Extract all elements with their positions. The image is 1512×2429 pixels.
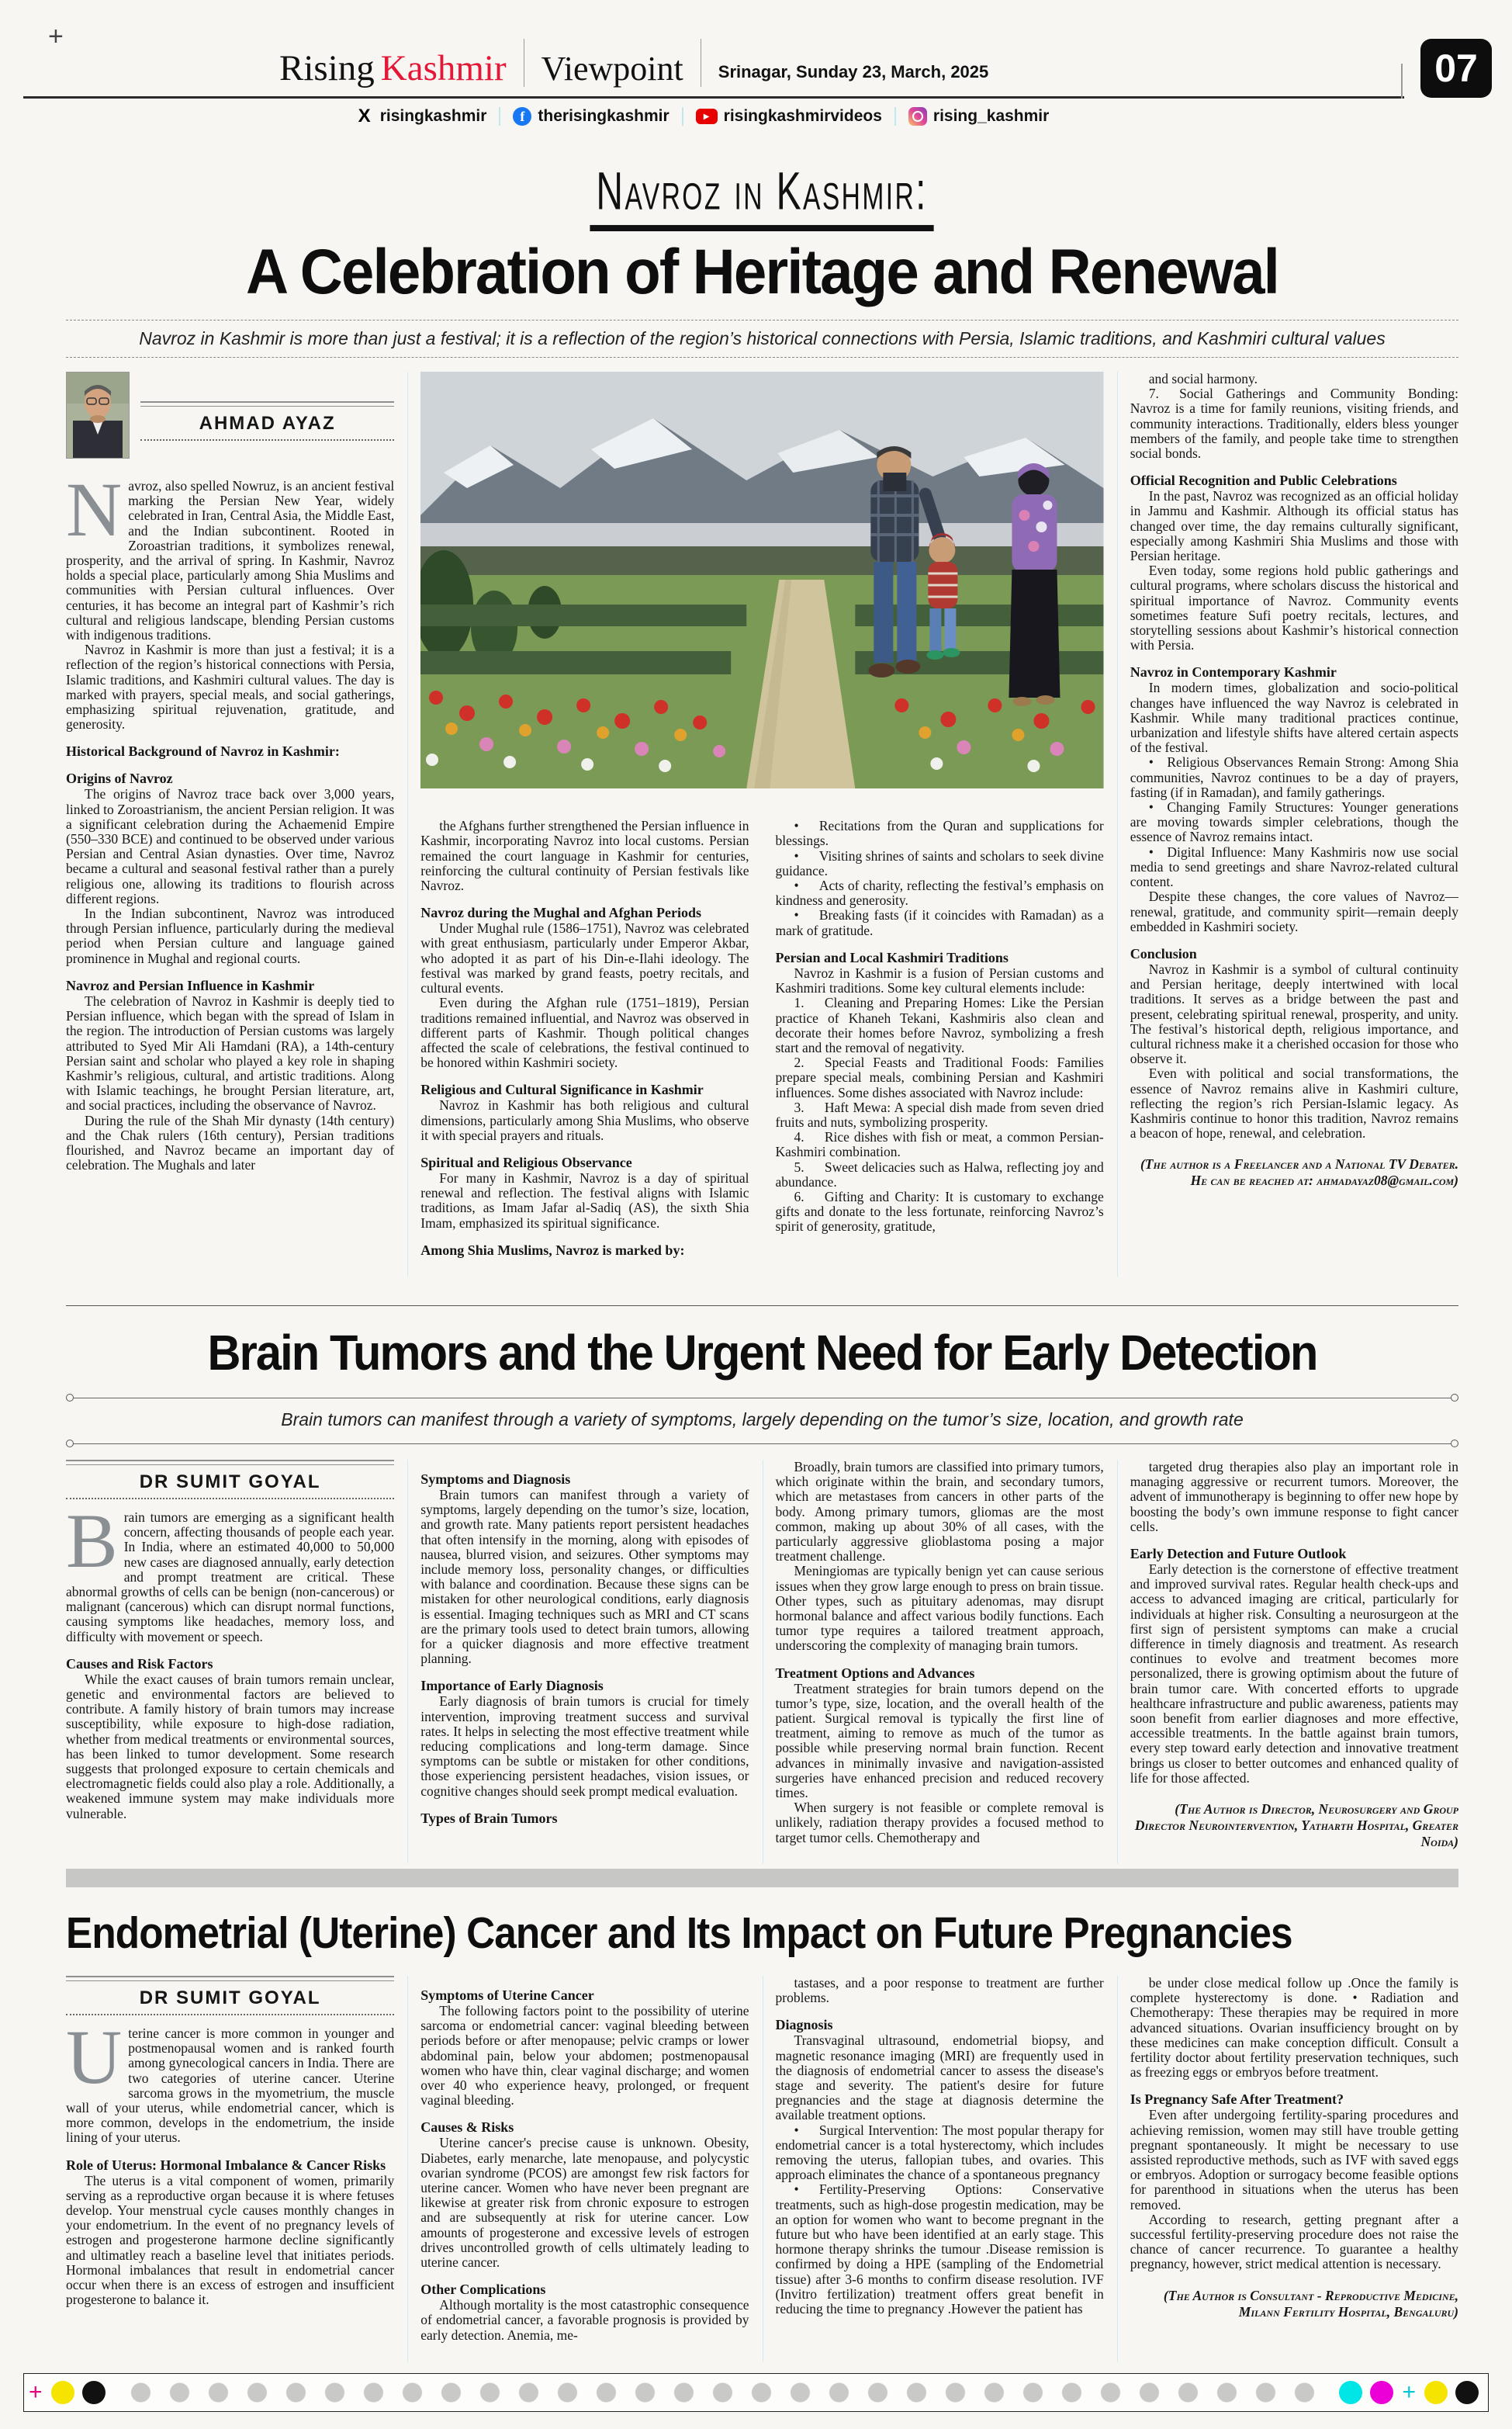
pagebox-divider — [1401, 64, 1403, 99]
social-facebook-handle: therisingkashmir — [538, 107, 670, 125]
body-paragraph: • Religious Observances Remain Strong: Among Shia communities, Navroz continues to be a day of prayers, fasting (if in Ramadan), and family gatherings. — [1130, 754, 1458, 800]
body-paragraph: 5. Sweet delicacies such as Halwa, reflecting joy and abundance. — [775, 1159, 1104, 1190]
garden-photo — [420, 372, 1104, 788]
section-heading: Role of Uterus: Hormonal Imbalance & Cancer Risks — [66, 2157, 386, 2173]
body-paragraph: Navroz in Kashmir has both religious and cultural dimensions, particularly among Shia Muslims, who observe it with special prayers and rituals. — [420, 1097, 749, 1143]
article-divider-rule — [66, 1305, 1458, 1306]
x-icon: X — [358, 106, 371, 126]
body-paragraph: 7. Social Gatherings and Community Bonding: Navroz is a time for family reunions, visiting friends, and community interactions. Traditionally, elders bless younger members of the family, and people take time to strengthen social bonds. — [1130, 386, 1458, 462]
body-paragraph: Even during the Afghan rule (1751–1819), Persian traditions remained influential, and Navroz was observed in different parts of Kashmir. Though political changes affected the scale of celebrations, the festival continued to be honored within Kashmiri society. — [420, 995, 749, 1071]
brand-word-kashmir: Kashmir — [380, 48, 507, 88]
facebook-icon: f — [513, 107, 531, 126]
article1-headline: A Celebration of Heritage and Renewal — [246, 237, 1278, 307]
body-paragraph: According to research, getting pregnant after a successful fertility-preserving procedure does not raise the chance of cancer recurrence. To guarantee a healthy pregnancy, however, strict medical attention is necessary. — [1130, 2211, 1458, 2272]
body-paragraph: Early diagnosis of brain tumors is crucial for timely intervention, improving treatment success and survival rates. It helps in selecting the most effective treatment while reducing complications and long-term damage. Since symptoms can be subtle or mistaken for other conditions, those experiencing persistent headaches, vision issues, or cognitive changes should seek prompt medical evaluation. — [420, 1693, 749, 1799]
section-heading: Symptoms of Uterine Cancer — [420, 1987, 594, 2003]
section-heading: Types of Brain Tumors — [420, 1810, 558, 1826]
gray-registration-dots — [120, 2379, 1325, 2406]
article-endometrial-cancer — [66, 1903, 1458, 2362]
section-title: Viewpoint — [541, 49, 683, 88]
article1-column-2 — [420, 819, 749, 1277]
body-paragraph: Even after undergoing fertility-sparing procedures and achieving remission, women may still have trouble getting pregnant spontaneously. It might be necessary to use assisted reproductive methods, such as IVF with saved eggs or embryos. Adoption or surrogacy become feasible options for parenthood in situations when the uterus has been removed. — [1130, 2107, 1458, 2212]
author-rule-top — [140, 401, 394, 407]
section-heading: Importance of Early Diagnosis — [420, 1678, 604, 1694]
author-rule-bottom — [140, 439, 394, 441]
section-heading: Causes & Risks — [420, 2119, 514, 2136]
section-heading: Conclusion — [1130, 945, 1197, 962]
dateline: Srinagar, Sunday 23, March, 2025 — [718, 62, 989, 81]
brand-word-rising: Rising — [279, 48, 375, 88]
body-paragraph: During the rule of the Shah Mir dynasty (14th century) and the Chak rulers (16th century), Persian traditions flourished, and Navroz became an important day of celebration. The Mughals and later — [66, 1112, 395, 1173]
section-heading: Navroz and Persian Influence in Kashmir — [66, 977, 315, 993]
drop-cap: U — [66, 2014, 123, 2100]
body-paragraph: 2. Special Feasts and Traditional Foods: Families prepare special meals, combining Persian and Kashmiri influences. Some dishes associated with Navroz include: — [775, 1055, 1104, 1100]
body-paragraph: Early detection is the cornerstone of effective treatment and improved survival rates. Regular health check-ups and access to advanced imaging are critical, particularly for individuals at higher risk. Consulting a neurosurgeon at the first sign of persistent symptoms can make a crucial difference in timely diagnosis and treatment. As research continues to evolve and treatment becomes more personalized, there is growing optimism about the future of brain tumor care. With concerted efforts to upgrade healthcare infrastructure and public awareness, patients may soon benefit from earlier diagnoses and more effective, accessible treatments. In the battle against brain tumors, every step toward early detection and innovative treatment brings us closer to better outcomes and enhanced quality of life for those affected. — [1130, 1561, 1458, 1786]
social-youtube[interactable] — [682, 107, 894, 126]
body-paragraph: For many in Kashmir, Navroz is a day of spiritual renewal and reflection. The festival aligns with Islamic traditions, as Imam Jafar al-Sadiq (AS), the sixth Shia Imam, emphasized its spiritual significance. — [420, 1169, 749, 1231]
section-heading: Treatment Options and Advances — [775, 1665, 975, 1681]
article1-column-3 — [776, 819, 1104, 1277]
body-paragraph: Treatment strategies for brain tumors depend on the tumor’s type, size, location, and the overall health of the patient. Surgical removal is typically the first line of treatment, aiming to remove as much of the tumor as possible while preserving normal brain function. Recent advances in minimally invasive and navigation-assisted surgeries have enhanced precision and reduced recovery times. — [775, 1680, 1104, 1801]
column-separator — [1117, 1460, 1118, 1863]
section-heading: Historical Background of Navroz in Kashmir: — [66, 743, 340, 760]
lead-paragraph: Uterine cancer is more common in younger and postmenopausal women and is ranked fourth among gynecological cancers in India. There are two categories of uterine cancer. Uterine sarcoma grows in the myometrium, the muscle wall of your uterus, while endometrial cancer, which is more common, develops in the endometrium, the inside lining of your uterus. — [66, 2014, 395, 2146]
body-paragraph: In modern times, globalization and socio-political changes have influenced the way Navroz is celebrated in Kashmir. While many traditional practices continue, urbanization and lifestyle shifts have altered certain aspects of the festival. — [1130, 680, 1458, 756]
article1-kicker: Navroz in Kashmir: — [590, 160, 934, 231]
body-paragraph: Brain tumors can manifest through a variety of symptoms, largely depending on the tumor’s size, location, and growth rate. Many patients report persistent headaches that often intensify in the morning, along with episodes of nausea, blurred vision, and seizures. Other symptoms may include memory loss, personality changes, or difficulties with balance and coordination. Because these signs can be mistaken for other neurological conditions, early diagnosis is essential. Imaging techniques such as MRI and CT scans are the primary tools used to detect brain tumors, allowing for a quicker diagnosis and more effective treatment planning. — [420, 1487, 749, 1667]
social-facebook[interactable] — [499, 107, 681, 126]
masthead-rule — [23, 96, 1404, 99]
author-card — [66, 1460, 394, 1499]
lead-paragraph: Navroz, also spelled Nowruz, is an ancient festival marking the Persian New Year, widely celebrated in Iran, Central Asia, the Middle East, and the Indian subcontinent. Rooted in Zoroastrian traditions, it symbolizes renewal, prosperity, and the arrival of spring. In Kashmir, Navroz holds a special place, particularly among Shia Muslims and communities with Persian cultural influences. Over centuries, it has become an integral part of Kashmir’s rich cultural and religious landscape, blending Persian customs with indigenous traditions. — [66, 466, 395, 643]
social-youtube-handle: risingkashmirvideos — [723, 107, 882, 125]
article2-column-3 — [776, 1460, 1104, 1863]
author-rule-top — [66, 1460, 394, 1465]
body-paragraph: targeted drug therapies also play an important role in managing aggressive or recurrent tumors. Moreover, the advent of immunotherapy is beginning to offer new hope by boosting the body’s own immune response to fight cancer cells. — [1130, 1460, 1458, 1534]
body-paragraph: • Acts of charity, reflecting the festival’s emphasis on kindness and generosity. — [775, 878, 1104, 909]
article1-author: AHMAD AYAZ — [199, 413, 336, 434]
body-paragraph: Navroz in Kashmir is more than just a festival; it is a reflection of the region’s historical connections with Persia, Islamic traditions, and Kashmiri cultural values. The day is marked with prayers, special meals, and social gatherings, emphasizing spiritual rejuvenation, gratitude, and generosity. — [66, 642, 395, 733]
body-paragraph: and social harmony. — [1148, 372, 1258, 386]
drop-cap: B — [66, 1498, 118, 1584]
section-heading: Origins of Navroz — [66, 771, 173, 787]
magenta-registration-dot — [1370, 2381, 1393, 2404]
deck-rule — [66, 357, 1458, 358]
black-registration-dot — [82, 2381, 106, 2404]
author-credit: (The Author is Director, Neurosurgery and Group Director Neurointervention, Yatharth Hospital, Greater Noida) — [1134, 1801, 1458, 1850]
print-registration-bar — [23, 2373, 1489, 2412]
deck-rule — [66, 1440, 1458, 1447]
author-portrait — [67, 372, 129, 458]
author-card — [66, 1976, 394, 2015]
body-paragraph: Although mortality is the most catastrophic consequence of endometrial cancer, a favorable prognosis is provided by early detection. Anemia, me- — [420, 2297, 749, 2343]
article3-column-1 — [66, 1976, 394, 2362]
body-paragraph: Despite these changes, the core values of Navroz—renewal, gratitude, and community spirit—remain deeply embedded in Kashmiri society. — [1130, 889, 1458, 934]
column-separator — [407, 1976, 408, 2362]
author-photo — [66, 372, 130, 459]
section-heading: Diagnosis — [775, 2017, 833, 2033]
body-paragraph: • Fertility-Preserving Options: Conservative treatments, such as high-dose progestin medication, may be an option for women who want to become pregnant in the future but who have been identified at an early stage. This hormone therapy shrinks the tumour .Disease remission is confirmed by doing a HPE (sampling of the Endometrial tissue) after 3-6 months to confirm disease resolution. IVF (Invitro fertilization) treatment offers great benefit in reducing the time to pregnancy .However the patient has — [775, 2181, 1104, 2317]
body-paragraph: While the exact causes of brain tumors remain unclear, genetic and environmental factors are believed to contribute. A family history of brain tumors may increase susceptibility, while exposure to high-dose radiation, whether from medical treatments or environmental sources, has been linked to tumor development. Some research suggests that prolonged exposure to certain chemicals and electromagnetic fields could also play a role. Additionally, a weakened immune system may make individuals more vulnerable. — [66, 1671, 395, 1821]
body-paragraph: Meningiomas are typically benign yet can cause serious issues when they grow large enough to press on brain tissue. Other types, such as pituitary adenomas, may disrupt hormonal balance and affect various bodily functions. Each tumor type requires a tailored treatment approach, underscoring the complexity of managing brain tumors. — [775, 1563, 1104, 1654]
article-navroz — [66, 161, 1458, 1277]
article2-columns — [66, 1460, 1458, 1863]
body-paragraph: The uterus is a vital component of women, primarily serving as a reproductive organ because it is where fetuses develop. Your menstrual cycle causes monthly changes in your endometrium. In the event of no pregnancy levels of estrogen and progesterone harmone decline significantly and ultimatley reach a baseline level that initiates periods. Hormonal imbalances that result in endometrial cancer occur when there is an excess of estrogen and insufficient progesterone to balance it. — [66, 2172, 395, 2308]
section-heading: Causes and Risk Factors — [66, 1655, 213, 1672]
masthead — [279, 39, 988, 87]
article-brain-tumors — [66, 1319, 1458, 1863]
section-heading: Navroz during the Mughal and Afghan Periods — [420, 905, 701, 921]
article2-subtitle: Brain tumors can manifest through a variety of symptoms, largely depending on the tumor’s size, location, and growth rate — [281, 1409, 1244, 1429]
section-heading: Early Detection and Future Outlook — [1130, 1546, 1347, 1562]
column-separator — [1117, 372, 1118, 1277]
article1-col1-text — [66, 466, 395, 1173]
author-rule-top — [66, 1976, 394, 1981]
column-separator — [407, 372, 408, 1277]
section-heading: Spiritual and Religious Observance — [420, 1154, 632, 1170]
article3-column-3 — [776, 1976, 1104, 2362]
article3-columns — [66, 1976, 1458, 2362]
lead-paragraph: Brain tumors are emerging as a significant health concern, affecting thousands of people each year. In India, where an estimated 40,000 to 50,000 new cases are diagnosed annually, early detection and prompt treatment are critical. These abnormal growths of cells can be benign (non-cancerous) or malignant (cancerous) which can disrupt normal functions, causing symptoms like headaches, memory loss, and difficulty with movement or speech. — [66, 1498, 395, 1644]
social-instagram[interactable] — [894, 107, 1061, 126]
black-registration-dot — [1455, 2381, 1479, 2404]
author-credit: (The Author is Consultant - Reproductive Medicine, Milann Fertility Hospital, Bengaluru) — [1163, 2287, 1458, 2320]
author-card — [66, 372, 394, 459]
body-paragraph: • Breaking fasts (if it coincides with Ramadan) as a mark of gratitude. — [775, 907, 1104, 938]
body-paragraph: 4. Rice dishes with fish or meat, a common Persian-Kashmiri combination. — [775, 1129, 1104, 1160]
registration-crosshair: + — [48, 22, 64, 51]
body-paragraph: In the Indian subcontinent, Navroz was introduced through Persian influence, particularly during the medieval period when Persian culture and language gained prominence in Mughal and regional courts. — [66, 906, 395, 966]
body-paragraph: Under Mughal rule (1586–1751), Navroz was celebrated with great enthusiasm, particularly under Emperor Akbar, who adopted it as part of his Din-e-Ilahi ideology. The festival was marked by grand feasts, poetry recitals, and cultural events. — [420, 920, 749, 996]
social-x[interactable] — [343, 107, 500, 126]
drop-cap: N — [66, 466, 123, 553]
body-paragraph: • Changing Family Structures: Younger generations are moving towards simpler celebrations, though the essence of Navroz remains intact. — [1130, 799, 1458, 845]
body-paragraph: Navroz in Kashmir is a fusion of Persian customs and Kashmiri traditions. Some key cultural elements include: — [775, 965, 1104, 996]
garden-photo-image — [420, 372, 1104, 788]
section-heading: Among Shia Muslims, Navroz is marked by: — [420, 1242, 685, 1258]
body-paragraph: Navroz in Kashmir is a symbol of cultural continuity and Persian heritage, deeply intertwined with local traditions. It serves as a bridge between the past and present, celebrating spiritual renewal, prosperity, and unity. The festival’s historical depth, religious importance, and cultural richness make it a cherished occasion for those who observe it. — [1130, 961, 1458, 1067]
section-heading: Official Recognition and Public Celebrations — [1130, 473, 1397, 489]
article1-columns — [66, 372, 1458, 1277]
section-heading: Is Pregnancy Safe After Treatment? — [1130, 2091, 1344, 2108]
deck-rule — [66, 1394, 1458, 1402]
body-paragraph: Uterine cancer's precise cause is unknown. Obesity, Diabetes, early menarche, late menopause, and polycystic ovarian syndrome (PCOS) are amongst few risk factors for uterine cancer. Women who have never been pregnant are likewise at greater risk from chronic exposure to estrogen and are subsequently at risk for uterine cancer. Low amounts of progesterone and excessive levels of estrogen drives uncontrolled growth of cells ultimately leading to uterine cancer. — [420, 2135, 749, 2271]
author-credit: (The author is a Freelancer and a National TV Debater. He can be reached at: ahmadayaz08@gmail.com) — [1140, 1156, 1458, 1189]
body-paragraph: • Recitations from the Quran and supplications for blessings. — [775, 818, 1104, 849]
yellow-registration-dot — [1424, 2381, 1448, 2404]
article2-author: DR SUMIT GOYAL — [139, 1471, 321, 1492]
article3-column-4 — [1130, 1976, 1458, 2362]
article3-col1-text — [66, 2014, 395, 2308]
social-x-handle: risingkashmir — [379, 107, 487, 125]
section-heading: Persian and Local Kashmiri Traditions — [775, 949, 1009, 965]
article2-column-4 — [1130, 1460, 1458, 1863]
section-separator-bar — [66, 1869, 1458, 1887]
section-heading: Symptoms and Diagnosis — [420, 1471, 571, 1487]
body-paragraph: • Surgical Intervention: The most popular therapy for endometrial cancer is a total hysterectomy, which includes removing the uterus, fallopian tubes, and ovaries. This approach eliminates the chance of a spontaneous pregnancy — [775, 2122, 1104, 2183]
page-number-badge: 07 — [1420, 39, 1492, 98]
article2-column-1 — [66, 1460, 394, 1863]
body-paragraph: The origins of Navroz trace back over 3,000 years, linked to Zoroastrianism, the ancient Persian religion. It was a significant celebration during the Achaemenid Empire (550–330 BCE) and continued to be observed under various Persian and Central Asian dynasties. Over time, Navroz became a cultural and seasonal festival rather than a purely religious one, allowing its traditions to flourish across different regions. — [66, 786, 395, 906]
article3-column-2 — [420, 1976, 749, 2362]
social-bar — [0, 107, 1404, 126]
article2-headline: Brain Tumors and the Urgent Need for Early Detection — [207, 1325, 1317, 1381]
body-paragraph: be under close medical follow up .Once the family is complete hysterectomy is done. • Radiation and Chemotherapy: These therapies may be required in more advanced situations. Ovarian insufficiency brought on by these medicines can make conception difficult. Consult a fertility doctor about fertility preservation techniques, such as freezing eggs or embryos before treatment. — [1130, 1976, 1458, 2081]
article3-author: DR SUMIT GOYAL — [139, 1987, 321, 2008]
social-instagram-handle: rising_kashmir — [932, 107, 1050, 125]
body-paragraph: The celebration of Navroz in Kashmir is deeply tied to Persian influence, which began with the spread of Islam in the region. The introduction of Persian customs was largely attributed to Syed Mir Ali Hamdani (RA), a 14th-century Persian saint and scholar who played a key role in shaping Kashmir’s religious, cultural, and artistic traditions. Along with Islamic teachings, he brought Persian literature, art, and social practices, including the observance of Navroz. — [66, 993, 395, 1114]
body-paragraph: tastases, and a poor response to treatment are further problems. — [775, 1976, 1104, 2006]
body-paragraph: 3. Haft Mewa: A special dish made from seven dried fruits and nuts, symbolizing prosperity. — [775, 1099, 1104, 1130]
body-paragraph: Broadly, brain tumors are classified into primary tumors, which originate within the brain, and secondary tumors, which are metastases from cancers in other parts of the body. Among primary tumors, gliomas are the most common, making up about 30% of all cases, with the particularly aggressive glioblastoma posing a major treatment challenge. — [775, 1460, 1104, 1564]
body-paragraph: • Visiting shrines of saints and scholars to seek divine guidance. — [775, 847, 1104, 878]
body-paragraph: Even today, some regions hold public gatherings and cultural programs, where scholars discuss the historical and spiritual importance of Navroz. Community events sometimes feature Sufi poetry recitals, lectures, and storytelling sessions about Kashmir’s historical connection with Persia. — [1130, 563, 1458, 653]
cyan-registration-dot — [1339, 2381, 1362, 2404]
body-paragraph: When surgery is not feasible or complete removal is unlikely, radiation therapy provides a focused method to target tumor cells. Chemotherapy and — [775, 1800, 1104, 1845]
article2-column-2 — [420, 1460, 749, 1863]
body-paragraph: the Afghans further strengthened the Persian influence in Kashmir, incorporating Navroz into local customs. Persian remained the court language in Kashmir for centuries, reinforcing the cultural continuity of Persian festivals like Navroz. — [420, 818, 749, 894]
yellow-registration-dot — [51, 2381, 74, 2404]
instagram-icon — [908, 107, 927, 126]
column-separator — [1117, 1976, 1118, 2362]
registration-crosshair: + — [1402, 2379, 1416, 2405]
registration-crosshair: + — [29, 2379, 43, 2405]
article1-column-4 — [1130, 372, 1458, 1277]
body-paragraph: • Digital Influence: Many Kashmiris now use social media to send greetings and share Navroz-related cultural content. — [1130, 844, 1458, 890]
youtube-icon: ▶ — [696, 109, 718, 124]
section-heading: Other Complications — [420, 2282, 546, 2298]
article1-subtitle: Navroz in Kashmir is more than just a festival; it is a reflection of the region’s historical connections with Persia, Islamic traditions, and Kashmiri cultural values — [139, 328, 1386, 348]
article3-headline: Endometrial (Uterine) Cancer and Its Impact on Future Pregnancies — [66, 1908, 1292, 1958]
body-paragraph: Even with political and social transformations, the essence of Navroz remains alive in Kashmiri culture, reflecting the region’s rich Persian-Islamic legacy. As Kashmiris continue to honor this tradition, Navroz remains a beacon of hope, renewal, and celebration. — [1130, 1066, 1458, 1142]
section-heading: Navroz in Contemporary Kashmir — [1130, 664, 1337, 681]
article2-col1-text — [66, 1498, 395, 1821]
body-paragraph: 6. Gifting and Charity: It is customary to exchange gifts and donate to the less fortunate, reinforcing Navroz’s spirit of generosity, gratitude, — [775, 1188, 1104, 1235]
article1-column-1 — [66, 372, 394, 1277]
deck-rule — [66, 320, 1458, 321]
body-paragraph: The following factors point to the possibility of uterine sarcoma or endometrial cancer: vaginal bleeding between periods before or after menopause; pelvic cramps or lower abdominal pain, below your abdomen; postmenopausal women who have thin, clear vaginal discharge; and women over 40 who experience heavy, prolonged, or frequent vaginal bleeding. — [420, 2003, 749, 2108]
body-paragraph: Transvaginal ultrasound, endometrial biopsy, and magnetic resonance imaging (MRI) are frequently used in the diagnosis of endometrial cancer to assess the disease's stage and severity. The patient's desire for future pregnancies and the stage at diagnosis determine the available treatment options. — [775, 2032, 1104, 2123]
body-paragraph: In the past, Navroz was recognized as an official holiday in Jammu and Kashmir. Although its official status has changed over time, the day remains culturally significant, especially among Kashmiri Shia Muslims and those with Persian heritage. — [1130, 488, 1458, 564]
body-paragraph: 1. Cleaning and Preparing Homes: Like the Persian practice of Khaneh Tekani, Kashmiris also clean and decorate their homes before Navroz, symbolizing a fresh start and the removal of negativity. — [775, 995, 1104, 1055]
section-heading: Religious and Cultural Significance in Kashmir — [420, 1082, 704, 1098]
brand-logo — [279, 50, 507, 87]
column-separator — [407, 1460, 408, 1863]
